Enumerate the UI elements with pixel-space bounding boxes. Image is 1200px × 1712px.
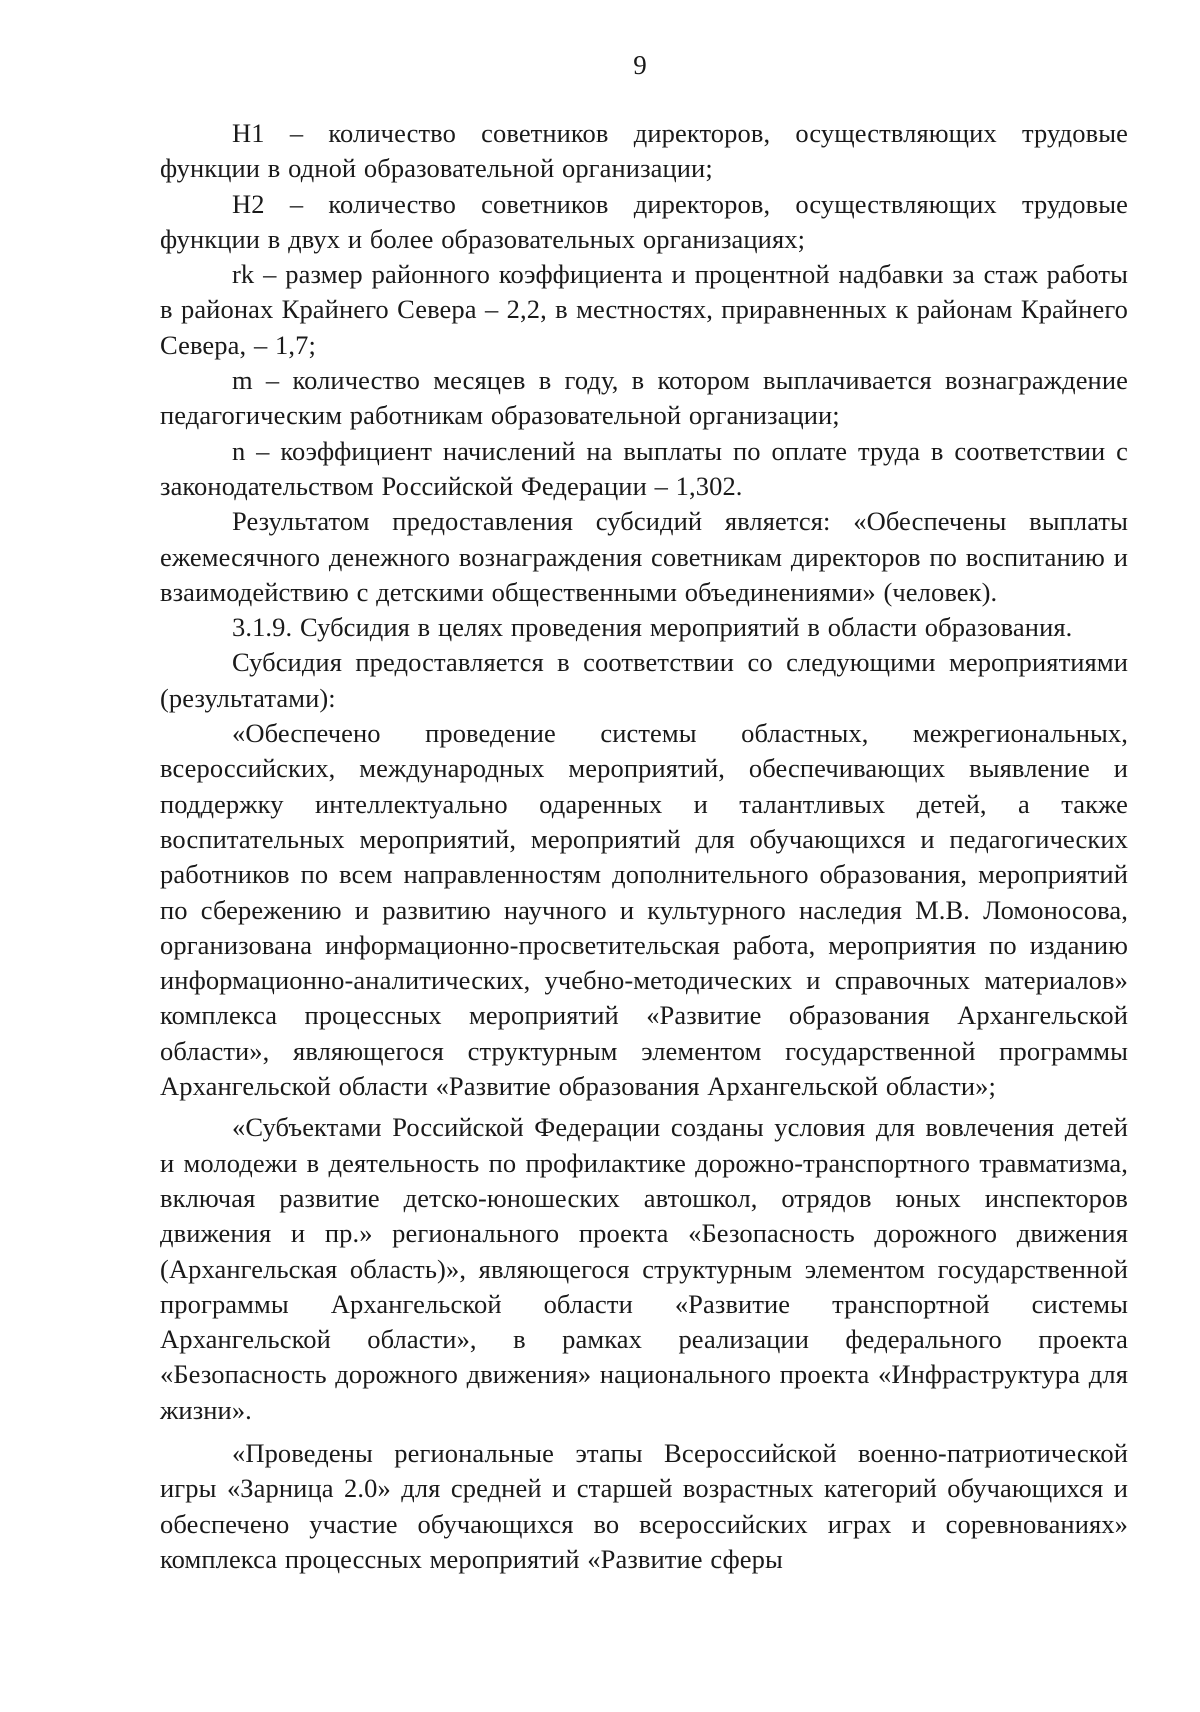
paragraph-subsidy-measures-intro: Субсидия предоставляется в соответствии со следующими мероприятиями (результатами): (160, 647, 1128, 713)
paragraph-n2-definition: Н2 – количество советников директоров, осуществляющих трудовые функции в двух и более образовательных организациях; (160, 188, 1128, 254)
paragraph-measure-zarnitsa: «Проведены региональные этапы Всероссийской военно-патриотической игры «Зарница 2.0» для средней и старшей возрастных категорий обучающихся и обеспечено участие обучающихся во всероссийских играх и соревнованиях» комплекса процессных мероприятий «Развитие сферы (160, 1437, 1128, 1574)
paragraph-measure-road-safety: «Субъектами Российской Федерации созданы условия для вовлечения детей и молодежи в деятельность по профилактике дорожно-транспортного травматизма, включая развитие детско-юношеских автошкол, отрядов юных инспекторов движения и пр.» регионального проекта «Безопасность дорожного движения (Архангельская область)», являющегося структурным элементом государственной программы Архангельской области «Развитие транспортной системы Архангельской области», в рамках реализации федерального проекта «Безопасность дорожного движения» национального проекта «Инфраструктура для жизни». (160, 1112, 1128, 1425)
document-body (160, 116, 1128, 1577)
paragraph-subsidy-result: Результатом предоставления субсидий является: «Обеспечены выплаты ежемесячного денежного вознаграждения советникам директоров по воспитанию и взаимодействию с детскими общественными объединениями» (человек). (160, 506, 1128, 607)
section-heading-3-1-9: 3.1.9. Субсидия в целях проведения мероприятий в области образования. (232, 612, 1073, 643)
paragraph-rk-definition: rk – размер районного коэффициента и процентной надбавки за стаж работы в районах Крайнего Севера – 2,2, в местностях, приравненных к районам Крайнего Севера, – 1,7; (160, 259, 1128, 360)
page-number: 9 (633, 50, 647, 80)
paragraph-measure-education: «Обеспечено проведение системы областных, межрегиональных, всероссийских, международных мероприятий, обеспечивающих выявление и поддержку интеллектуально одаренных и талантливых детей, а также воспитательных мероприятий, мероприятий для обучающихся и педагогических работников по всем направленностям дополнительного образования, мероприятий по сбережению и развитию научного и культурного наследия М.В. Ломоносова, организована информационно-просветительская работа, мероприятия по изданию информационно-аналитических, учебно-методических и справочных материалов» комплекса процессных мероприятий «Развитие образования Архангельской области», являющегося структурным элементом государственной программы Архангельской области «Развитие образования Архангельской области»; (160, 718, 1128, 1102)
paragraph-n1-definition: Н1 – количество советников директоров, осуществляющих трудовые функции в одной образовательной организации; (160, 118, 1128, 184)
paragraph-n-definition: n – коэффициент начислений на выплаты по оплате труда в соответствии с законодательством Российской Федерации – 1,302. (160, 435, 1128, 501)
paragraph-m-definition: m – количество месяцев в году, в котором выплачивается вознаграждение педагогическим работникам образовательной организации; (160, 365, 1128, 431)
